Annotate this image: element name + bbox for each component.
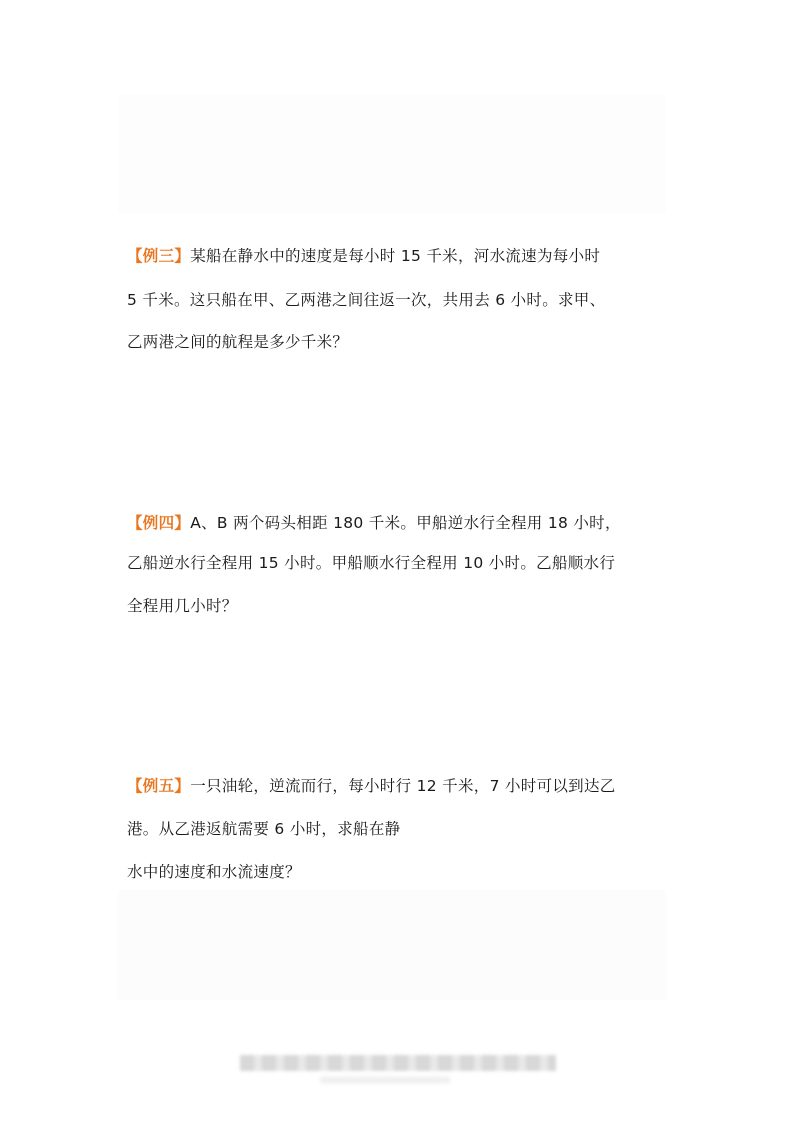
bottom-blank-panel bbox=[118, 890, 666, 1000]
top-blank-panel bbox=[118, 95, 666, 213]
example-five-tag: 【例五】 bbox=[127, 777, 191, 795]
example-five-line-3: 水中的速度和水流速度？ bbox=[127, 863, 301, 881]
blurred-footer-subline bbox=[320, 1077, 450, 1083]
example-four-tag: 【例四】 bbox=[127, 514, 191, 532]
example-four-line-3: 全程用几小时？ bbox=[127, 597, 238, 615]
blurred-footer-watermark bbox=[240, 1055, 556, 1071]
example-three-tag: 【例三】 bbox=[127, 247, 191, 265]
example-four-line-1 bbox=[127, 513, 621, 533]
example-four-line-2: 乙船逆水行全程用 15 小时。甲船顺水行全程用 10 小时。乙船顺水行 bbox=[127, 554, 616, 572]
example-five-line-2: 港。从乙港返航需要 6 小时，求船在静 bbox=[127, 820, 401, 838]
example-three-line-1 bbox=[127, 246, 600, 266]
example-three-line-2: 5 千米。这只船在甲、乙两港之间往返一次，共用去 6 小时。求甲、 bbox=[127, 291, 606, 309]
example-four-text-1: A、B 两个码头相距 180 千米。甲船逆水行全程用 18 小时， bbox=[190, 514, 621, 532]
example-five-line-1 bbox=[127, 776, 616, 796]
example-three-text-1: 某船在静水中的速度是每小时 15 千米，河水流速为每小时 bbox=[190, 247, 601, 265]
example-five-text-1: 一只油轮，逆流而行，每小时行 12 千米，7 小时可以到达乙 bbox=[190, 777, 616, 795]
example-three-line-3: 乙两港之间的航程是多少千米？ bbox=[127, 333, 349, 351]
